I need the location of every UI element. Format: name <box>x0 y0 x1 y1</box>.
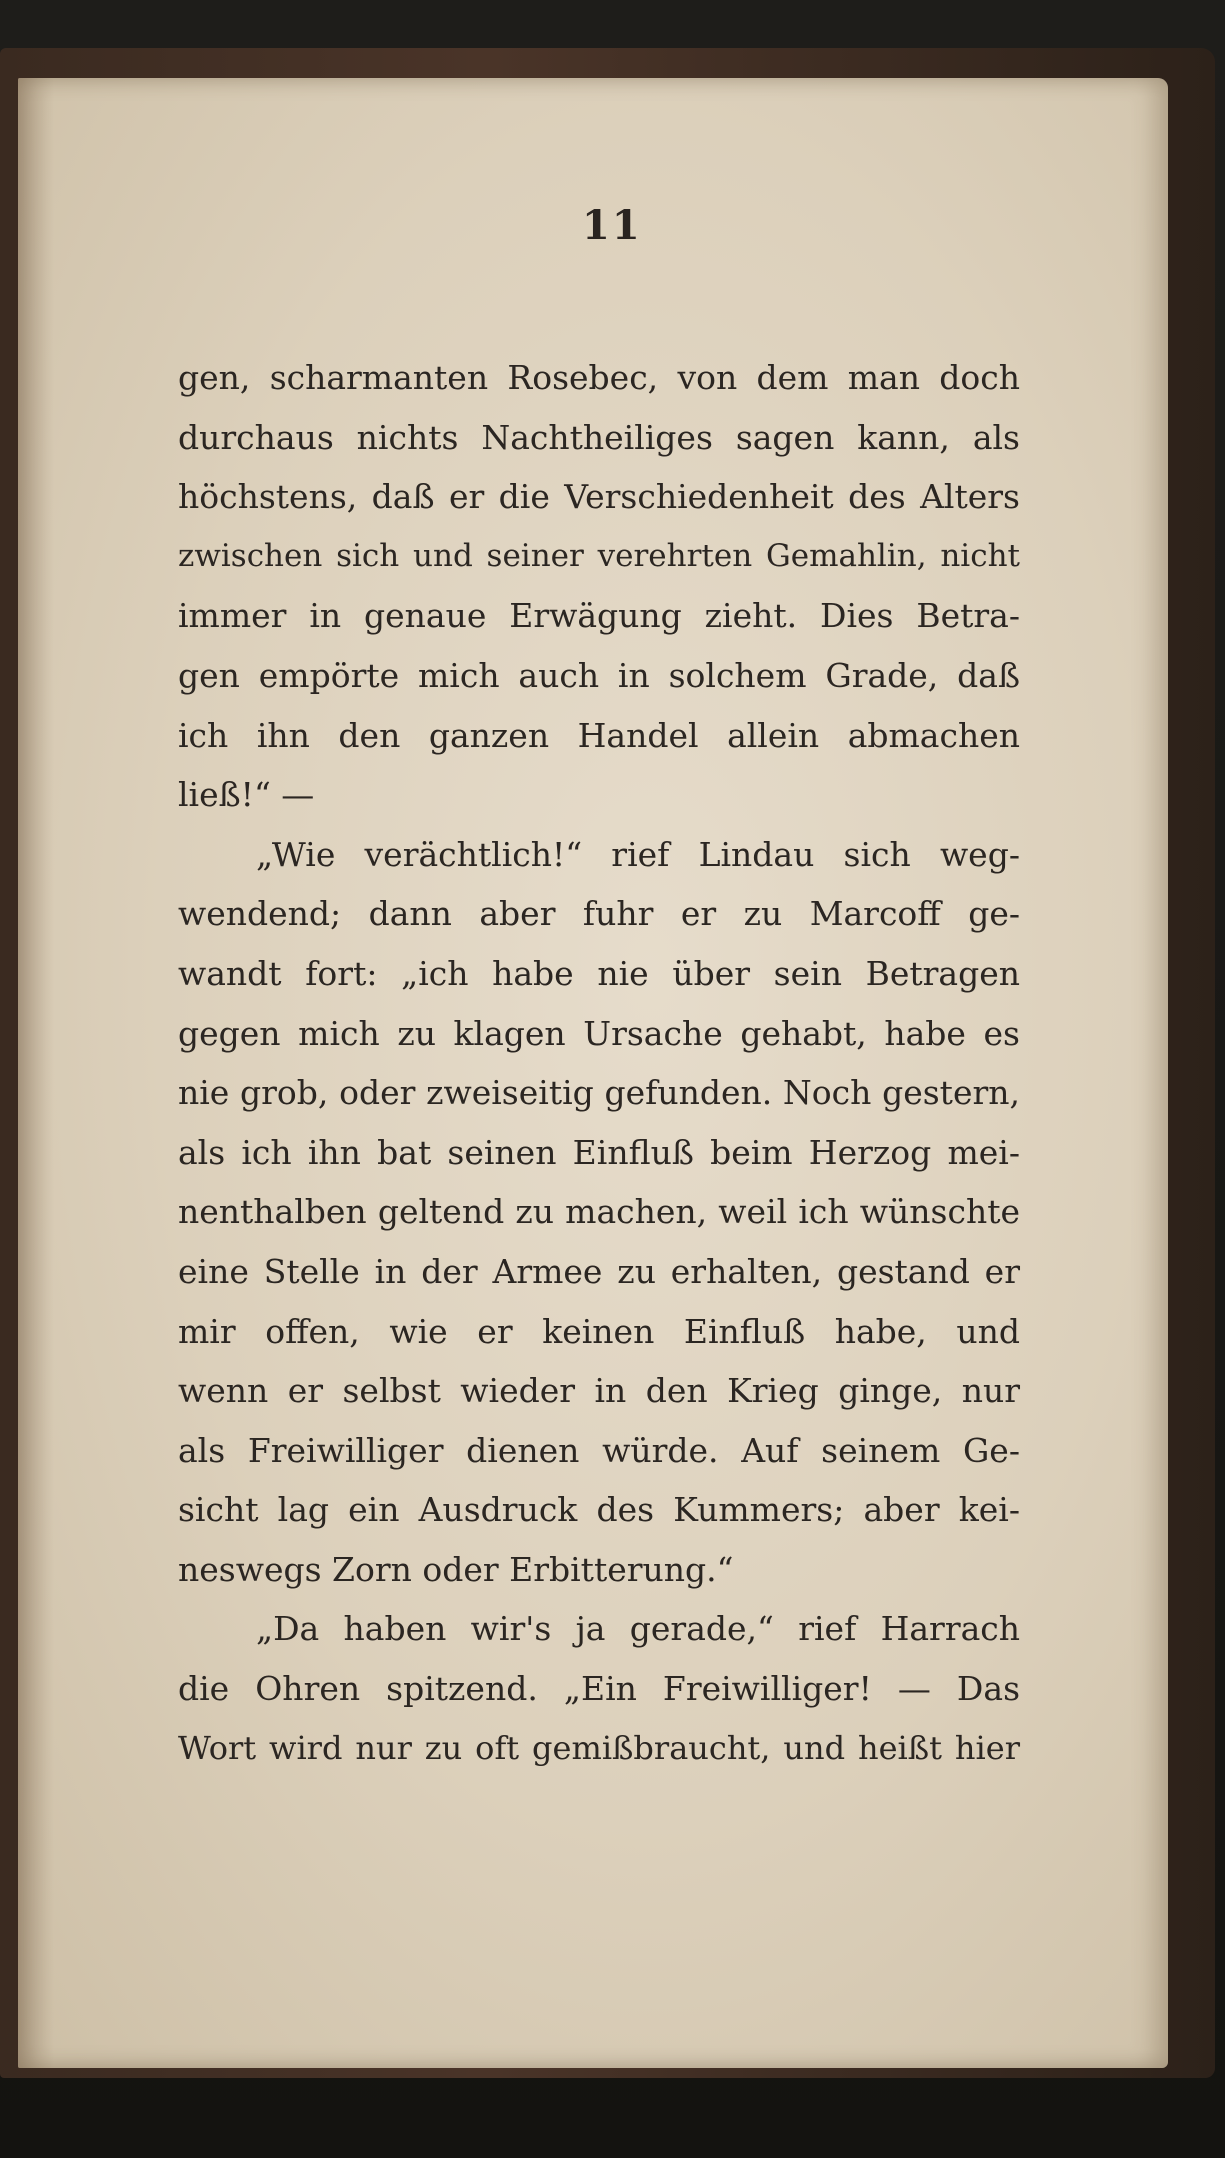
page-gutter-shadow <box>18 78 54 2068</box>
text-line: als ich ihn bat seinen Einfluß beim Herzog mei- <box>178 1132 1020 1172</box>
body-text <box>178 348 1020 1778</box>
text-line: zwischen sich und seiner verehrten Gemahlin, nicht <box>178 537 1020 574</box>
text-line: immer in genaue Erwägung zieht. Dies Betra- <box>178 596 1020 636</box>
text-line: durchaus nichts Nachtheiliges sagen kann, als <box>178 417 1020 457</box>
text-line: eine Stelle in der Armee zu erhalten, gestand er <box>178 1251 1020 1291</box>
text-line: nenthalben geltend zu machen, weil ich wünschte <box>178 1192 1020 1232</box>
text-line: ich ihn den ganzen Handel allein abmachen <box>178 715 1020 755</box>
page-number: 11 <box>582 202 642 249</box>
text-line: gen empörte mich auch in solchem Grade, daß <box>178 655 1020 695</box>
text-line: höchstens, daß er die Verschiedenheit des Alters <box>178 477 1020 517</box>
text-line: nie grob, oder zweiseitig gefunden. Noch gestern, <box>178 1073 1020 1113</box>
text-line: gegen mich zu klagen Ursache gehabt, habe es <box>178 1013 1020 1053</box>
text-line: gen, scharmanten Rosebec, von dem man doch <box>178 358 1020 397</box>
text-line: Wort wird nur zu oft gemißbraucht, und heißt hier <box>178 1728 1020 1767</box>
text-line: wendend; dann aber fuhr er zu Marcoff ge- <box>178 894 1020 934</box>
text-line: „Wie verächtlich!“ rief Lindau sich weg- <box>256 834 1020 874</box>
text-line: ließ!“ — <box>178 775 315 815</box>
text-line: wenn er selbst wieder in den Krieg ginge, nur <box>178 1371 1020 1411</box>
text-line: wandt fort: „ich habe nie über sein Betragen <box>178 953 1020 993</box>
text-line: die Ohren spitzend. „Ein Freiwilliger! — Das <box>178 1669 1020 1709</box>
text-line: mir offen, wie er keinen Einfluß habe, und <box>178 1311 1020 1351</box>
text-line: sicht lag ein Ausdruck des Kummers; aber kei- <box>178 1490 1020 1530</box>
text-line: „Da haben wir's ja gerade,“ rief Harrach <box>256 1609 1020 1649</box>
text-line: neswegs Zorn oder Erbitterung.“ <box>178 1549 734 1589</box>
text-line: als Freiwilliger dienen würde. Auf seinem Ge- <box>178 1430 1020 1470</box>
